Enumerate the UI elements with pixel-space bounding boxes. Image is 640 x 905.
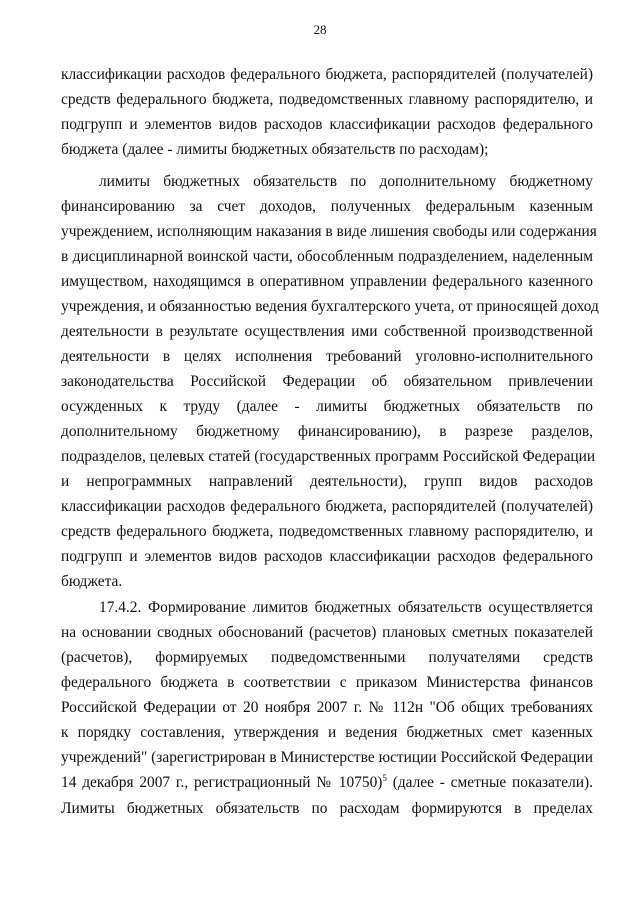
text-line: на основании сводных обоснований (расчетов) плановых сметных показателей xyxy=(61,624,593,641)
text-line: средств федерального бюджета, подведомственных главному распорядителю, и xyxy=(61,91,593,108)
text-line: учреждения, и обязанностью ведения бухгалтерского учета, от приносящей доход xyxy=(61,298,599,315)
text-line: Российской Федерации от 20 ноября 2007 г. № 112н "Об общих требованиях xyxy=(61,699,593,716)
text-line: лимиты бюджетных обязательств по дополнительному бюджетному xyxy=(99,173,593,190)
text-line: и непрограммных направлений деятельности), групп видов расходов xyxy=(61,473,593,490)
text-line: Лимиты бюджетных обязательств по расходам формируются в пределах xyxy=(61,800,593,817)
text-line: бюджета. xyxy=(61,573,123,590)
text-line: (расчетов), формируемых подведомственными получателями средств xyxy=(61,649,593,666)
text-line: к порядку составления, утверждения и ведения бюджетных смет казенных xyxy=(61,724,593,741)
text-line: федерального бюджета в соответствии с приказом Министерства финансов xyxy=(61,674,593,691)
text-line: законодательства Российской Федерации об обязательном привлечении xyxy=(61,373,593,390)
text-line: подразделов, целевых статей (государственных программ Российской Федерации xyxy=(61,448,596,465)
text-line: бюджета (далее - лимиты бюджетных обязательств по расходам); xyxy=(61,141,489,158)
footnote-ref: 5 xyxy=(382,772,387,783)
text-line: имуществом, находящимся в оперативном управлении федерального казенного xyxy=(61,273,593,290)
text-line: 17.4.2. Формирование лимитов бюджетных обязательств осуществляется xyxy=(99,599,593,616)
text-segment: 14 декабря 2007 г., регистрационный № 10750) xyxy=(61,774,383,791)
text-line: финансированию за счет доходов, полученных федеральным казенным xyxy=(61,198,593,215)
text-line: в дисциплинарной воинской части, обособленным подразделением, наделенным xyxy=(61,248,593,265)
text-line: деятельности в результате осуществления ими собственной производственной xyxy=(61,323,593,340)
text-line: подгрупп и элементов видов расходов классификации расходов федерального xyxy=(61,116,593,133)
text-line xyxy=(61,773,593,793)
page-number: 28 xyxy=(313,22,327,37)
text-line: учреждений" (зарегистрирован в Министерстве юстиции Российской Федерации xyxy=(61,749,593,766)
text-line: осужденных к труду (далее - лимиты бюджетных обязательств по xyxy=(61,398,593,415)
text-line: подгрупп и элементов видов расходов классификации расходов федерального xyxy=(61,548,593,565)
text-line: деятельности в целях исполнения требований уголовно-исполнительного xyxy=(61,348,593,365)
text-line: дополнительному бюджетному финансированию), в разрезе разделов, xyxy=(61,423,593,440)
text-segment: (далее - сметные показатели). xyxy=(386,774,593,791)
text-line: учреждением, исполняющим наказания в виде лишения свободы или содержания xyxy=(61,223,597,240)
text-line: классификации расходов федерального бюджета, распорядителей (получателей) xyxy=(61,498,593,515)
text-line: средств федерального бюджета, подведомственных главному распорядителю, и xyxy=(61,523,593,540)
text-line: классификации расходов федерального бюджета, распорядителей (получателей) xyxy=(61,66,593,83)
